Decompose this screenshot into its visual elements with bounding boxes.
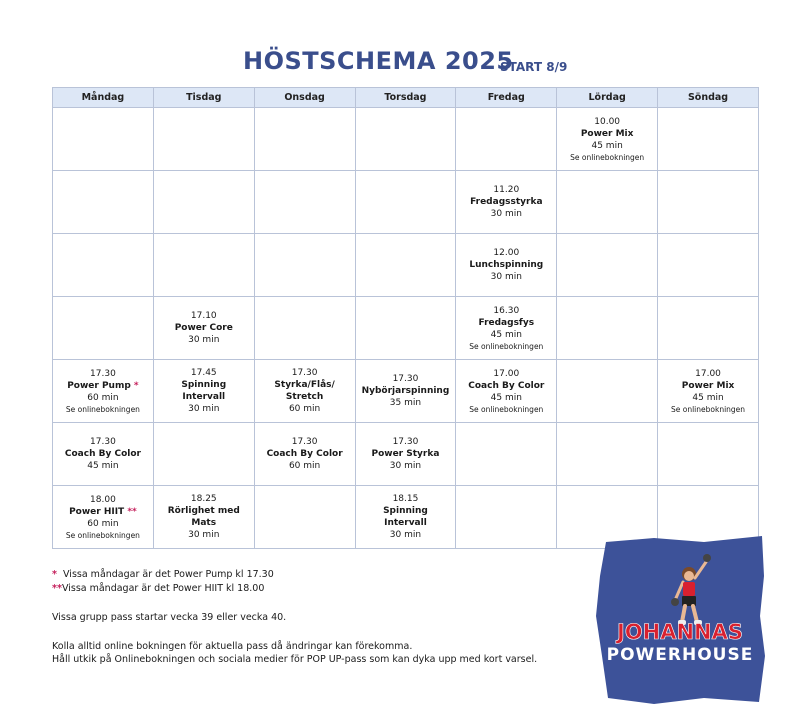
footnote-1-text: Vissa måndagar är det Power Pump kl 17.30 <box>63 569 274 580</box>
class-name <box>456 317 556 329</box>
class-duration: 30 min <box>490 209 522 219</box>
class-name-text: Power Mix <box>681 380 735 391</box>
empty-slot <box>254 297 355 360</box>
booking-note: Se onlinebokningen <box>469 404 544 414</box>
class-name <box>255 379 355 403</box>
footnote-2-mark: ** <box>52 583 62 594</box>
class-name <box>356 505 456 529</box>
schedule-row <box>53 234 759 297</box>
class-name <box>456 259 556 271</box>
footnote-2-text: Vissa måndagar är det Power HIIT kl 18.00 <box>61 583 265 594</box>
class-duration: 45 min <box>87 461 119 471</box>
booking-note: Se onlinebokningen <box>65 530 140 540</box>
class-name-text: Power Mix <box>580 128 634 139</box>
class-slot <box>355 423 456 486</box>
footnote-1-mark: * <box>52 569 57 580</box>
class-slot <box>53 486 154 549</box>
footnote-marker: ** <box>127 506 137 517</box>
class-slot <box>456 297 557 360</box>
empty-slot <box>658 234 759 297</box>
empty-slot <box>254 171 355 234</box>
class-duration: 60 min <box>288 461 321 471</box>
empty-slot <box>557 234 658 297</box>
empty-slot <box>153 171 254 234</box>
empty-slot <box>557 297 658 360</box>
class-duration: 30 min <box>389 530 422 540</box>
class-name-text: Power HIIT <box>69 506 125 517</box>
class-name <box>658 380 758 392</box>
class-time: 18.00 <box>90 494 116 505</box>
schedule-row <box>53 108 759 171</box>
class-duration: 30 min <box>490 272 522 282</box>
class-slot <box>456 360 557 423</box>
empty-slot <box>658 423 759 486</box>
class-duration: 45 min <box>591 140 623 151</box>
empty-slot <box>53 108 154 171</box>
class-name <box>456 196 556 208</box>
class-name-text: Spinning Intervall <box>383 506 428 528</box>
class-slot <box>254 360 355 423</box>
class-time: 12.00 <box>493 248 520 258</box>
class-name <box>356 448 456 460</box>
class-name-text: Power Pump <box>67 380 131 391</box>
logo-text-johannas: JOHANNAS <box>616 620 744 644</box>
empty-slot <box>53 171 154 234</box>
class-slot <box>254 423 355 486</box>
empty-slot <box>456 423 557 486</box>
class-slot <box>355 486 456 549</box>
class-slot <box>557 108 658 171</box>
class-duration: 30 min <box>188 335 220 345</box>
empty-slot <box>557 360 658 423</box>
class-slot <box>153 486 254 549</box>
class-name <box>557 128 657 140</box>
empty-slot <box>153 234 254 297</box>
empty-slot <box>355 297 456 360</box>
class-duration: 45 min <box>490 392 522 403</box>
empty-slot <box>153 423 254 486</box>
class-time: 10.00 <box>594 116 621 127</box>
class-name <box>154 379 254 403</box>
booking-note: Se onlinebokningen <box>570 152 645 162</box>
empty-slot <box>254 486 355 549</box>
day-header-wednesday: Onsdag <box>254 88 355 108</box>
class-time: 17.00 <box>695 368 721 379</box>
empty-slot <box>254 108 355 171</box>
page-title: HÖSTSCHEMA 2025 <box>243 47 514 75</box>
schedule-row <box>53 360 759 423</box>
class-slot <box>355 360 456 423</box>
class-time: 17.00 <box>493 368 520 379</box>
class-name-text: Fredagsfys <box>478 317 535 328</box>
class-name-text: Coach By Color <box>266 449 343 459</box>
class-name-text: Rörlighet med Mats <box>167 506 240 528</box>
schedule-row <box>53 297 759 360</box>
empty-slot <box>153 108 254 171</box>
class-name-text: Power Styrka <box>371 449 440 459</box>
class-name-text: Coach By Color <box>64 449 141 459</box>
class-name <box>53 448 153 460</box>
class-time: 17.30 <box>90 368 116 379</box>
class-time: 17.10 <box>190 311 217 321</box>
start-date: START 8/9 <box>500 60 568 74</box>
class-name <box>456 380 556 392</box>
booking-note: Se onlinebokningen <box>469 341 544 351</box>
schedule-table <box>52 87 759 549</box>
class-name <box>154 322 254 334</box>
class-duration: 30 min <box>389 461 422 471</box>
class-name-text: Fredagsstyrka <box>470 197 543 207</box>
day-header-friday: Fredag <box>456 88 557 108</box>
class-slot <box>153 360 254 423</box>
empty-slot <box>658 297 759 360</box>
empty-slot <box>557 423 658 486</box>
empty-slot <box>658 108 759 171</box>
empty-slot <box>254 234 355 297</box>
class-name-text: Styrka/Flås/ Stretch <box>274 380 335 402</box>
footnote-marker: * <box>133 380 139 391</box>
class-slot <box>53 423 154 486</box>
empty-slot <box>658 171 759 234</box>
class-time: 18.15 <box>392 494 419 504</box>
info-week-start: Vissa grupp pass startar vecka 39 eller vecka 40. <box>52 612 287 623</box>
class-time: 18.25 <box>190 494 217 504</box>
class-slot <box>153 297 254 360</box>
class-duration: 45 min <box>692 392 724 403</box>
empty-slot <box>557 171 658 234</box>
class-duration: 35 min <box>389 398 422 408</box>
class-duration: 30 min <box>188 404 220 414</box>
class-duration: 60 min <box>87 392 119 403</box>
class-time: 17.30 <box>291 368 318 378</box>
class-time: 16.30 <box>493 305 520 316</box>
powerhouse-logo <box>594 536 766 704</box>
class-time: 17.30 <box>291 437 318 447</box>
class-name <box>53 506 153 518</box>
footnote-2 <box>52 583 264 595</box>
class-duration: 45 min <box>490 329 522 340</box>
class-slot <box>53 360 154 423</box>
day-header-sunday: Söndag <box>658 88 759 108</box>
class-time: 17.30 <box>392 374 419 384</box>
class-name-text: Lunchspinning <box>469 260 544 270</box>
schedule-row <box>53 171 759 234</box>
empty-slot <box>355 234 456 297</box>
class-name-text: Coach By Color <box>468 380 545 391</box>
footnote-1 <box>52 569 274 581</box>
logo-text-powerhouse: POWERHOUSE <box>606 645 754 665</box>
empty-slot <box>355 171 456 234</box>
class-name-text: Power Core <box>174 323 233 333</box>
class-name-text: Spinning Intervall <box>181 380 227 402</box>
booking-note: Se onlinebokningen <box>671 404 746 414</box>
class-name-text: Nybörjarspinning <box>361 386 450 396</box>
class-duration: 30 min <box>188 530 220 540</box>
day-header-monday: Måndag <box>53 88 154 108</box>
empty-slot <box>456 486 557 549</box>
class-slot <box>456 234 557 297</box>
class-time: 17.30 <box>392 437 419 447</box>
day-header-row <box>53 88 759 108</box>
empty-slot <box>355 108 456 171</box>
class-name <box>255 448 355 460</box>
day-header-tuesday: Tisdag <box>153 88 254 108</box>
class-time: 17.30 <box>90 437 116 447</box>
class-name <box>53 380 153 392</box>
schedule-row <box>53 423 759 486</box>
empty-slot <box>53 234 154 297</box>
empty-slot <box>53 297 154 360</box>
info-check-booking: Kolla alltid online bokningen för aktuella pass då ändringar kan förekomma. <box>52 641 413 652</box>
class-time: 17.45 <box>190 368 217 378</box>
schedule-body <box>53 108 759 549</box>
class-time: 11.20 <box>493 185 520 195</box>
class-name <box>154 505 254 529</box>
class-name <box>356 385 456 397</box>
day-header-saturday: Lördag <box>557 88 658 108</box>
class-duration: 60 min <box>87 518 119 529</box>
empty-slot <box>456 108 557 171</box>
info-pop-up: Håll utkik på Onlinebokningen och sociala medier för POP UP-pass som kan dyka upp med kort varsel. <box>52 654 538 665</box>
booking-note: Se onlinebokningen <box>65 404 140 414</box>
class-duration: 60 min <box>288 404 321 414</box>
day-header-thursday: Torsdag <box>355 88 456 108</box>
class-slot <box>456 171 557 234</box>
class-slot <box>658 360 759 423</box>
